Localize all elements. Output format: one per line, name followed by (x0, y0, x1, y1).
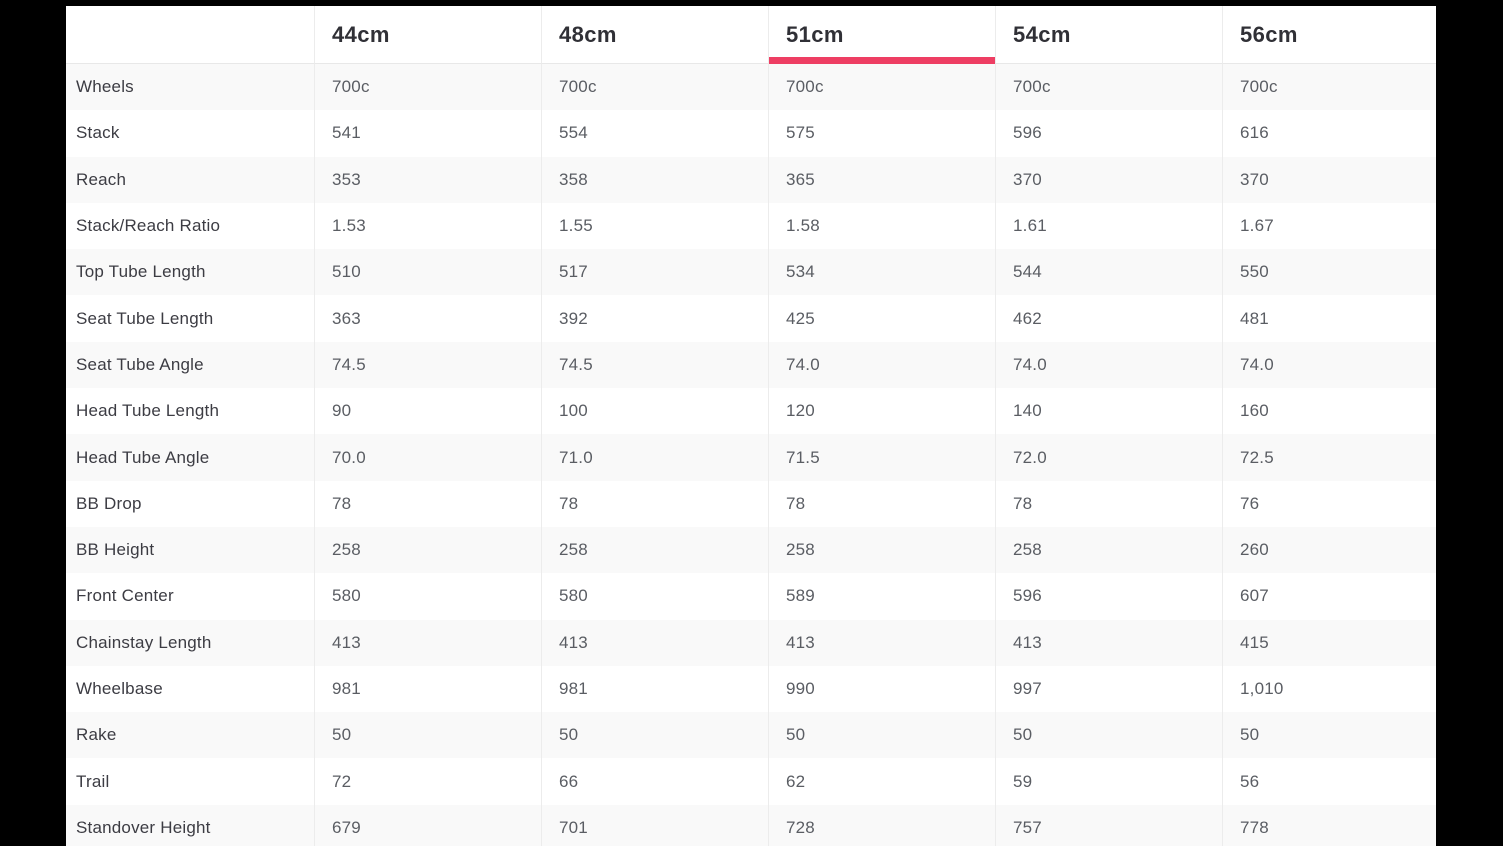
row-value-cell: 589 (768, 573, 995, 619)
row-value-cell: 50 (1222, 712, 1436, 758)
row-value-cell: 554 (541, 110, 768, 156)
row-value-cell: 1.55 (541, 203, 768, 249)
row-value-cell: 71.0 (541, 434, 768, 480)
row-value-cell: 778 (1222, 805, 1436, 846)
row-value-cell: 700c (314, 64, 541, 110)
row-value-cell: 74.0 (995, 342, 1222, 388)
spec-row (66, 203, 1436, 249)
row-value-cell: 517 (541, 249, 768, 295)
row-value-cell: 72.5 (1222, 434, 1436, 480)
row-value-cell: 1.58 (768, 203, 995, 249)
spec-row (66, 758, 1436, 804)
row-value-cell: 358 (541, 157, 768, 203)
row-value-cell: 981 (314, 666, 541, 712)
spec-row (66, 620, 1436, 666)
row-value-cell: 50 (995, 712, 1222, 758)
spec-row (66, 64, 1436, 110)
row-value-cell: 616 (1222, 110, 1436, 156)
spec-row (66, 342, 1436, 388)
row-value-cell: 258 (314, 527, 541, 573)
spec-row (66, 110, 1436, 156)
size-tab-44cm[interactable]: 44cm (314, 6, 541, 64)
row-label: BB Height (66, 527, 314, 573)
row-label: Chainstay Length (66, 620, 314, 666)
geometry-table-panel (66, 6, 1436, 846)
row-value-cell: 78 (995, 481, 1222, 527)
row-label: Stack (66, 110, 314, 156)
row-value-cell: 596 (995, 110, 1222, 156)
row-value-cell: 510 (314, 249, 541, 295)
row-value-cell: 607 (1222, 573, 1436, 619)
row-label: Stack/Reach Ratio (66, 203, 314, 249)
row-label: Rake (66, 712, 314, 758)
row-value-cell: 72.0 (995, 434, 1222, 480)
row-label: Wheelbase (66, 666, 314, 712)
spec-row (66, 481, 1436, 527)
row-label: Front Center (66, 573, 314, 619)
row-value-cell: 425 (768, 295, 995, 341)
row-value-cell: 56 (1222, 758, 1436, 804)
row-value-cell: 997 (995, 666, 1222, 712)
row-value-cell: 701 (541, 805, 768, 846)
row-value-cell: 70.0 (314, 434, 541, 480)
row-value-cell: 363 (314, 295, 541, 341)
row-label: Reach (66, 157, 314, 203)
row-value-cell: 481 (1222, 295, 1436, 341)
row-value-cell: 679 (314, 805, 541, 846)
row-value-cell: 700c (1222, 64, 1436, 110)
row-label: Top Tube Length (66, 249, 314, 295)
row-value-cell: 120 (768, 388, 995, 434)
row-value-cell: 258 (995, 527, 1222, 573)
row-value-cell: 700c (768, 64, 995, 110)
row-label: Standover Height (66, 805, 314, 846)
row-value-cell: 757 (995, 805, 1222, 846)
row-value-cell: 413 (541, 620, 768, 666)
row-value-cell: 78 (541, 481, 768, 527)
row-value-cell: 100 (541, 388, 768, 434)
row-value-cell: 90 (314, 388, 541, 434)
size-tab-56cm[interactable]: 56cm (1222, 6, 1436, 64)
row-value-cell: 74.0 (1222, 342, 1436, 388)
row-label: Seat Tube Length (66, 295, 314, 341)
row-value-cell: 392 (541, 295, 768, 341)
row-value-cell: 700c (541, 64, 768, 110)
geometry-spec-table (66, 6, 1436, 846)
row-value-cell: 728 (768, 805, 995, 846)
row-value-cell: 59 (995, 758, 1222, 804)
row-value-cell: 353 (314, 157, 541, 203)
row-value-cell: 74.5 (541, 342, 768, 388)
spec-row (66, 573, 1436, 619)
row-value-cell: 258 (768, 527, 995, 573)
row-value-cell: 1.67 (1222, 203, 1436, 249)
row-value-cell: 1.53 (314, 203, 541, 249)
row-value-cell: 74.5 (314, 342, 541, 388)
spec-row (66, 388, 1436, 434)
row-value-cell: 74.0 (768, 342, 995, 388)
row-value-cell: 544 (995, 249, 1222, 295)
spec-row (66, 712, 1436, 758)
row-value-cell: 50 (314, 712, 541, 758)
row-value-cell: 62 (768, 758, 995, 804)
row-value-cell: 1.61 (995, 203, 1222, 249)
row-value-cell: 534 (768, 249, 995, 295)
row-value-cell: 462 (995, 295, 1222, 341)
row-value-cell: 413 (314, 620, 541, 666)
spec-row (66, 527, 1436, 573)
row-value-cell: 413 (995, 620, 1222, 666)
row-value-cell: 258 (541, 527, 768, 573)
row-label: Trail (66, 758, 314, 804)
row-value-cell: 541 (314, 110, 541, 156)
row-label: BB Drop (66, 481, 314, 527)
row-value-cell: 78 (314, 481, 541, 527)
row-value-cell: 71.5 (768, 434, 995, 480)
spec-row (66, 666, 1436, 712)
row-value-cell: 260 (1222, 527, 1436, 573)
row-value-cell: 160 (1222, 388, 1436, 434)
row-value-cell: 50 (768, 712, 995, 758)
row-value-cell: 580 (314, 573, 541, 619)
row-value-cell: 370 (995, 157, 1222, 203)
row-value-cell: 140 (995, 388, 1222, 434)
row-value-cell: 415 (1222, 620, 1436, 666)
row-value-cell: 78 (768, 481, 995, 527)
size-tab-48cm[interactable]: 48cm (541, 6, 768, 64)
row-label: Seat Tube Angle (66, 342, 314, 388)
spec-row (66, 805, 1436, 846)
spec-table-body (66, 64, 1436, 846)
row-value-cell: 1,010 (1222, 666, 1436, 712)
spec-label-header (66, 6, 314, 64)
row-value-cell: 580 (541, 573, 768, 619)
row-value-cell: 700c (995, 64, 1222, 110)
row-label: Head Tube Angle (66, 434, 314, 480)
row-value-cell: 50 (541, 712, 768, 758)
row-value-cell: 596 (995, 573, 1222, 619)
row-value-cell: 365 (768, 157, 995, 203)
row-label: Head Tube Length (66, 388, 314, 434)
spec-row (66, 434, 1436, 480)
spec-row (66, 295, 1436, 341)
spec-row (66, 249, 1436, 295)
size-tab-54cm[interactable]: 54cm (995, 6, 1222, 64)
row-value-cell: 550 (1222, 249, 1436, 295)
row-value-cell: 575 (768, 110, 995, 156)
spec-row (66, 157, 1436, 203)
row-value-cell: 370 (1222, 157, 1436, 203)
size-tab-51cm[interactable]: 51cm (768, 6, 995, 64)
row-value-cell: 990 (768, 666, 995, 712)
active-tab-underline (769, 57, 995, 64)
row-value-cell: 981 (541, 666, 768, 712)
size-header-row (66, 6, 1436, 64)
row-value-cell: 76 (1222, 481, 1436, 527)
row-value-cell: 72 (314, 758, 541, 804)
row-value-cell: 66 (541, 758, 768, 804)
row-value-cell: 413 (768, 620, 995, 666)
row-label: Wheels (66, 64, 314, 110)
